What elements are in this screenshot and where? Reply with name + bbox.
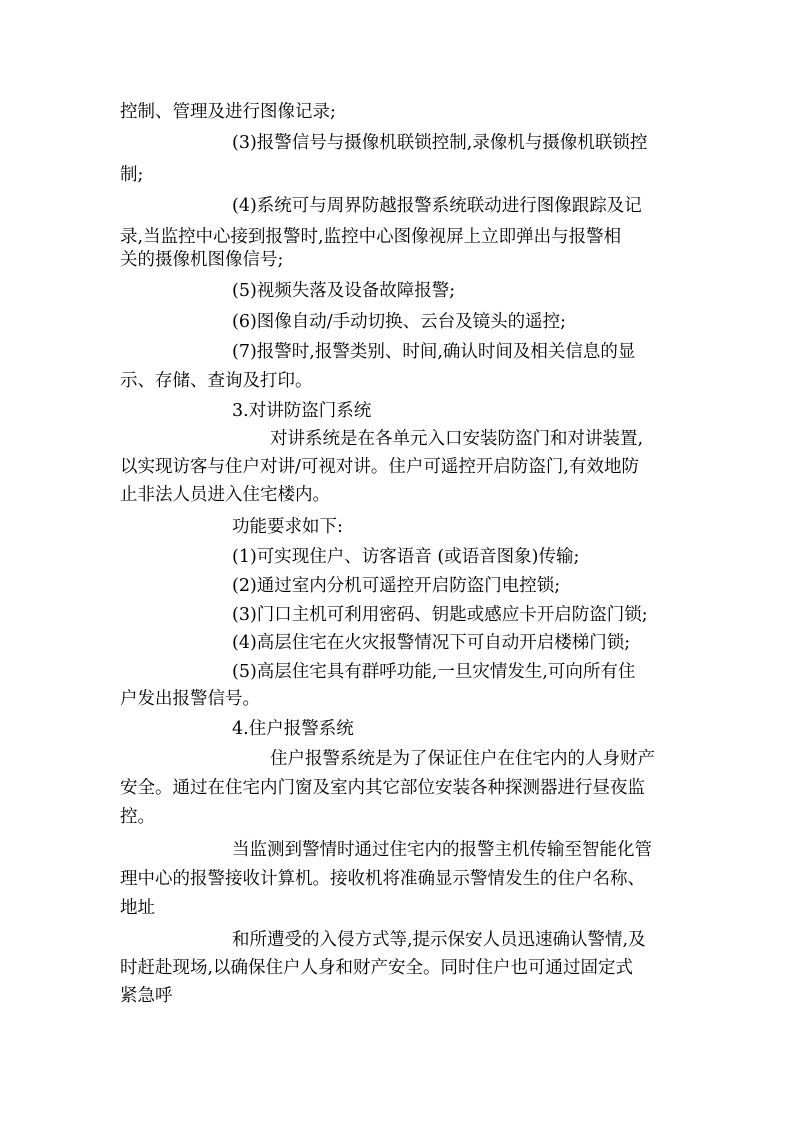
text-line: (7)报警时,报警类别、时间,确认时间及相关信息的显 — [232, 342, 636, 362]
text-line: (3)门口主机可利用密码、钥匙或感应卡开启防盗门锁; — [232, 605, 648, 625]
text-line: (2)通过室内分机可遥控开启防盗门电控锁; — [232, 576, 561, 596]
text-line: 和所遭受的入侵方式等,提示保安人员迅速确认警情,及 — [232, 930, 646, 950]
text-line: 当监测到警情时通过住宅内的报警主机传输至智能化管 — [232, 840, 652, 860]
text-line: 示、存储、查询及打印。 — [120, 371, 313, 391]
text-line: 时赶赴现场,以确保住户人身和财产安全。同时住户也可通过固定式 — [120, 958, 634, 978]
text-line: (4)系统可与周界防越报警系统联动进行图像跟踪及记 — [232, 196, 642, 216]
text-line: 止非法人员进入住宅楼内。 — [120, 485, 330, 505]
text-line: (6)图像自动/手动切换、云台及镜头的遥控; — [232, 312, 567, 332]
text-line: 户发出报警信号。 — [120, 689, 260, 709]
text-line: 住户报警系统是为了保证住户在住宅内的人身财产 — [270, 749, 655, 769]
text-line: 紧急呼 — [120, 986, 173, 1006]
text-line: 控。 — [120, 807, 155, 827]
text-line: 控制、管理及进行图像记录; — [120, 102, 336, 122]
text-line: 关的摄像机图像信号; — [120, 250, 284, 270]
text-line: 地址 — [120, 898, 155, 918]
text-line: 制; — [120, 165, 144, 185]
text-line: 安全。通过在住宅内门窗及室内其它部位安装各种探测器进行昼夜监 — [120, 778, 645, 798]
section-heading: 3.对讲防盗门系统 — [232, 401, 372, 421]
text-line: (1)可实现住户、访客语音 (或语音图象)传输; — [232, 547, 580, 567]
text-line: (3)报警信号与摄像机联锁控制,录像机与摄像机联锁控 — [232, 133, 648, 153]
text-line: (4)高层住宅在火灾报警情况下可自动开启楼梯门锁; — [232, 633, 631, 653]
text-line: 理中心的报警接收计算机。接收机将准确显示警情发生的住户名称、 — [120, 869, 645, 889]
text-line: 录,当监控中心接到报警时,监控中心图像视屏上立即弹出与报警相 — [120, 227, 622, 247]
text-line: (5)高层住宅具有群呼功能,一旦灾情发生,可向所有住 — [232, 662, 636, 682]
text-line: 以实现访客与住户对讲/可视对讲。住户可遥控开启防盗门,有效地防 — [120, 457, 639, 477]
section-heading: 4.住户报警系统 — [232, 719, 354, 739]
text-line: (5)视频失落及设备故障报警; — [232, 281, 456, 301]
text-line: 功能要求如下: — [232, 517, 343, 537]
text-line: 对讲系统是在各单元入口安装防盗门和对讲装置, — [270, 429, 644, 449]
